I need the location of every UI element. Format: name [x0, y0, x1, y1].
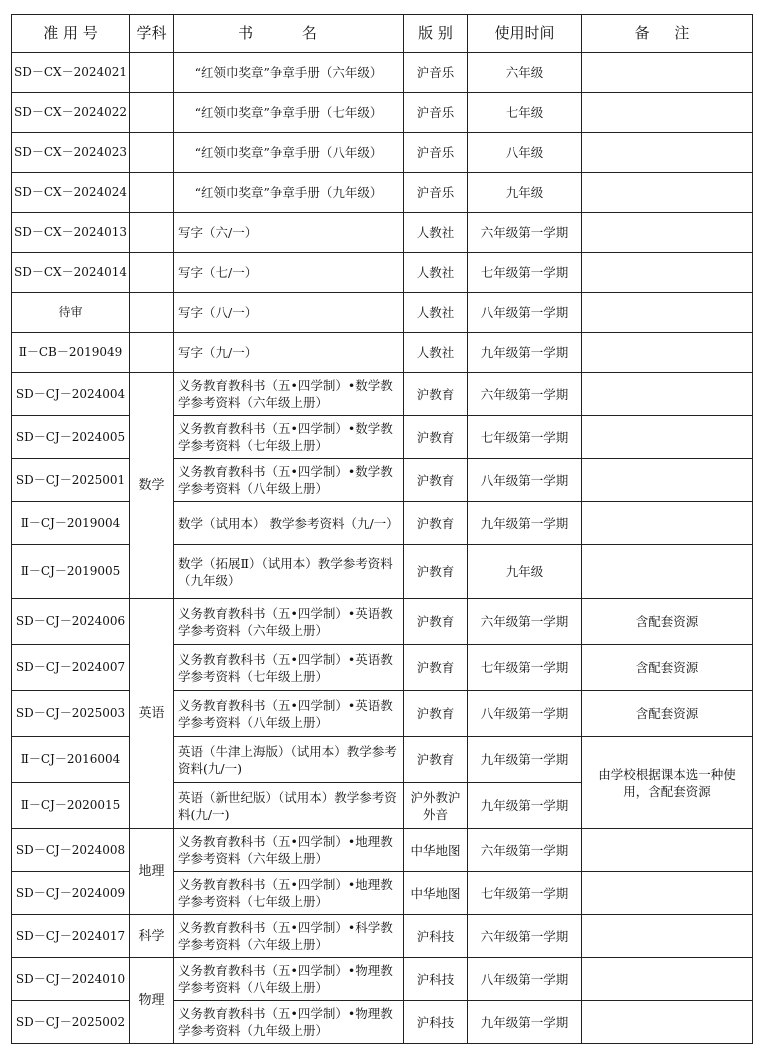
code-cell: SD－CJ－2024010: [12, 958, 130, 1001]
header-publisher: 版 别: [404, 15, 468, 53]
note-cell: [582, 416, 753, 459]
table-row: [12, 53, 753, 93]
time-cell: 七年级: [468, 93, 582, 133]
time-cell: 六年级第一学期: [468, 829, 582, 872]
title-cell: 义务教育教科书（五•四学制）•数学教学参考资料（八年级上册）: [174, 459, 404, 502]
title-cell: 英语（新世纪版）（试用本）教学参考资料(九/一): [174, 783, 404, 829]
time-cell: 九年级第一学期: [468, 502, 582, 545]
time-cell: 八年级: [468, 133, 582, 173]
time-cell: 九年级: [468, 173, 582, 213]
code-cell: Ⅱ－CJ－2016004: [12, 737, 130, 783]
note-cell: 含配套资源: [582, 691, 753, 737]
subject-cell-science: 科学: [130, 915, 174, 958]
table-row: [12, 958, 753, 1001]
code-cell: SD－CX－2024023: [12, 133, 130, 173]
time-cell: 九年级第一学期: [468, 333, 582, 373]
publisher-cell: 沪科技: [404, 915, 468, 958]
title-cell: 写字（七/一）: [174, 253, 404, 293]
subject-cell: [130, 173, 174, 213]
note-cell: [582, 502, 753, 545]
header-note: 备 注: [582, 15, 753, 53]
time-cell: 七年级第一学期: [468, 416, 582, 459]
note-cell: [582, 53, 753, 93]
table-row: [12, 872, 753, 915]
note-cell: 含配套资源: [582, 599, 753, 645]
time-cell: 八年级第一学期: [468, 459, 582, 502]
code-cell: Ⅱ－CJ－2019004: [12, 502, 130, 545]
code-cell: SD－CJ－2024006: [12, 599, 130, 645]
header-row: [12, 15, 753, 53]
subject-cell: [130, 133, 174, 173]
publisher-cell: 沪科技: [404, 958, 468, 1001]
table-row: [12, 545, 753, 599]
table-row: [12, 373, 753, 416]
time-cell: 六年级: [468, 53, 582, 93]
title-cell: 义务教育教科书（五•四学制）•物理教学参考资料（八年级上册）: [174, 958, 404, 1001]
subject-cell-english: 英语: [130, 599, 174, 829]
code-cell: SD－CJ－2025002: [12, 1001, 130, 1044]
publisher-cell: 沪音乐: [404, 53, 468, 93]
time-cell: 九年级第一学期: [468, 783, 582, 829]
time-cell: 七年级第一学期: [468, 253, 582, 293]
publisher-cell: 人教社: [404, 253, 468, 293]
note-cell: [582, 915, 753, 958]
table-row: [12, 599, 753, 645]
code-cell: SD－CJ－2024017: [12, 915, 130, 958]
time-cell: 六年级第一学期: [468, 213, 582, 253]
header-title: 书 名: [174, 15, 404, 53]
publisher-cell: 沪音乐: [404, 173, 468, 213]
header-code: 准 用 号: [12, 15, 130, 53]
subject-cell: [130, 93, 174, 133]
title-cell: “红领巾奖章”争章手册（七年级）: [174, 93, 404, 133]
publisher-cell: 沪教育: [404, 737, 468, 783]
note-cell: [582, 333, 753, 373]
publisher-cell: 沪科技: [404, 1001, 468, 1044]
subject-cell: [130, 253, 174, 293]
note-cell: [582, 253, 753, 293]
publisher-cell: 沪教育: [404, 545, 468, 599]
note-cell: [582, 872, 753, 915]
code-cell: Ⅱ－CJ－2019005: [12, 545, 130, 599]
table-row: [12, 737, 753, 783]
title-cell: 写字（八/一）: [174, 293, 404, 333]
title-cell: 写字（九/一）: [174, 333, 404, 373]
subject-cell: [130, 213, 174, 253]
note-cell: [582, 373, 753, 416]
time-cell: 六年级第一学期: [468, 599, 582, 645]
time-cell: 六年级第一学期: [468, 915, 582, 958]
table-row: [12, 416, 753, 459]
code-cell: SD－CJ－2024007: [12, 645, 130, 691]
header-subject: 学科: [130, 15, 174, 53]
publisher-cell: 沪教育: [404, 599, 468, 645]
title-cell: 义务教育教科书（五•四学制）•英语教学参考资料（八年级上册）: [174, 691, 404, 737]
time-cell: 九年级第一学期: [468, 737, 582, 783]
note-cell-merged: 由学校根据课本选一种使用，含配套资源: [582, 737, 753, 829]
code-cell: Ⅱ－CJ－2020015: [12, 783, 130, 829]
title-cell: 义务教育教科书（五•四学制）•科学教学参考资料（六年级上册）: [174, 915, 404, 958]
subject-cell: [130, 333, 174, 373]
table-row: [12, 133, 753, 173]
time-cell: 九年级: [468, 545, 582, 599]
note-cell: [582, 545, 753, 599]
time-cell: 八年级第一学期: [468, 958, 582, 1001]
title-cell: “红领巾奖章”争章手册（六年级）: [174, 53, 404, 93]
table-row: [12, 333, 753, 373]
textbook-table: [11, 14, 753, 1044]
time-cell: 七年级第一学期: [468, 872, 582, 915]
note-cell: [582, 93, 753, 133]
code-cell: SD－CX－2024022: [12, 93, 130, 133]
time-cell: 九年级第一学期: [468, 1001, 582, 1044]
code-cell: Ⅱ－CB－2019049: [12, 333, 130, 373]
time-cell: 六年级第一学期: [468, 373, 582, 416]
subject-cell-physics: 物理: [130, 958, 174, 1044]
publisher-cell: 沪教育: [404, 416, 468, 459]
table-row: [12, 253, 753, 293]
title-cell: “红领巾奖章”争章手册（八年级）: [174, 133, 404, 173]
table-row: [12, 1001, 753, 1044]
title-cell: 英语（牛津上海版）（试用本）教学参考资料(九/一): [174, 737, 404, 783]
note-cell: [582, 1001, 753, 1044]
code-cell: SD－CX－2024014: [12, 253, 130, 293]
publisher-cell: 人教社: [404, 293, 468, 333]
code-cell: SD－CJ－2024008: [12, 829, 130, 872]
note-cell: [582, 293, 753, 333]
title-cell: 义务教育教科书（五•四学制）•地理教学参考资料（六年级上册）: [174, 829, 404, 872]
time-cell: 八年级第一学期: [468, 293, 582, 333]
header-time: 使用时间: [468, 15, 582, 53]
table-row: [12, 213, 753, 253]
code-cell: 待审: [12, 293, 130, 333]
note-cell: [582, 459, 753, 502]
title-cell: “红领巾奖章”争章手册（九年级）: [174, 173, 404, 213]
title-cell: 义务教育教科书（五•四学制）•数学教学参考资料（七年级上册）: [174, 416, 404, 459]
table-row: [12, 502, 753, 545]
note-cell: [582, 213, 753, 253]
subject-cell: [130, 293, 174, 333]
publisher-cell: 中华地图: [404, 829, 468, 872]
title-cell: 数学（试用本） 教学参考资料（九/一）: [174, 502, 404, 545]
note-cell: 含配套资源: [582, 645, 753, 691]
note-cell: [582, 173, 753, 213]
publisher-cell: 沪教育: [404, 645, 468, 691]
publisher-cell: 中华地图: [404, 872, 468, 915]
table-row: [12, 691, 753, 737]
table-row: [12, 645, 753, 691]
table-row: [12, 293, 753, 333]
code-cell: SD－CJ－2024004: [12, 373, 130, 416]
table-row: [12, 93, 753, 133]
code-cell: SD－CJ－2024005: [12, 416, 130, 459]
title-cell: 义务教育教科书（五•四学制）•数学教学参考资料（六年级上册）: [174, 373, 404, 416]
time-cell: 八年级第一学期: [468, 691, 582, 737]
title-cell: 数学（拓展Ⅱ）（试用本）教学参考资料（九年级）: [174, 545, 404, 599]
title-cell: 义务教育教科书（五•四学制）•物理教学参考资料（九年级上册）: [174, 1001, 404, 1044]
title-cell: 写字（六/一）: [174, 213, 404, 253]
title-cell: 义务教育教科书（五•四学制）•英语教学参考资料（六年级上册）: [174, 599, 404, 645]
code-cell: SD－CJ－2025003: [12, 691, 130, 737]
publisher-cell: 沪教育: [404, 373, 468, 416]
publisher-cell: 沪外教沪外音: [404, 783, 468, 829]
table-row: [12, 459, 753, 502]
publisher-cell: 沪音乐: [404, 93, 468, 133]
subject-cell-math: 数学: [130, 373, 174, 599]
note-cell: [582, 133, 753, 173]
table-row: [12, 173, 753, 213]
subject-cell: [130, 53, 174, 93]
title-cell: 义务教育教科书（五•四学制）•英语教学参考资料（七年级上册）: [174, 645, 404, 691]
code-cell: SD－CJ－2025001: [12, 459, 130, 502]
publisher-cell: 沪教育: [404, 459, 468, 502]
time-cell: 七年级第一学期: [468, 645, 582, 691]
code-cell: SD－CX－2024024: [12, 173, 130, 213]
note-cell: [582, 829, 753, 872]
note-cell: [582, 958, 753, 1001]
publisher-cell: 人教社: [404, 333, 468, 373]
publisher-cell: 人教社: [404, 213, 468, 253]
code-cell: SD－CJ－2024009: [12, 872, 130, 915]
publisher-cell: 沪教育: [404, 502, 468, 545]
code-cell: SD－CX－2024021: [12, 53, 130, 93]
code-cell: SD－CX－2024013: [12, 213, 130, 253]
table-row: [12, 915, 753, 958]
table-row: [12, 829, 753, 872]
subject-cell-geography: 地理: [130, 829, 174, 915]
publisher-cell: 沪音乐: [404, 133, 468, 173]
publisher-cell: 沪教育: [404, 691, 468, 737]
title-cell: 义务教育教科书（五•四学制）•地理教学参考资料（七年级上册）: [174, 872, 404, 915]
